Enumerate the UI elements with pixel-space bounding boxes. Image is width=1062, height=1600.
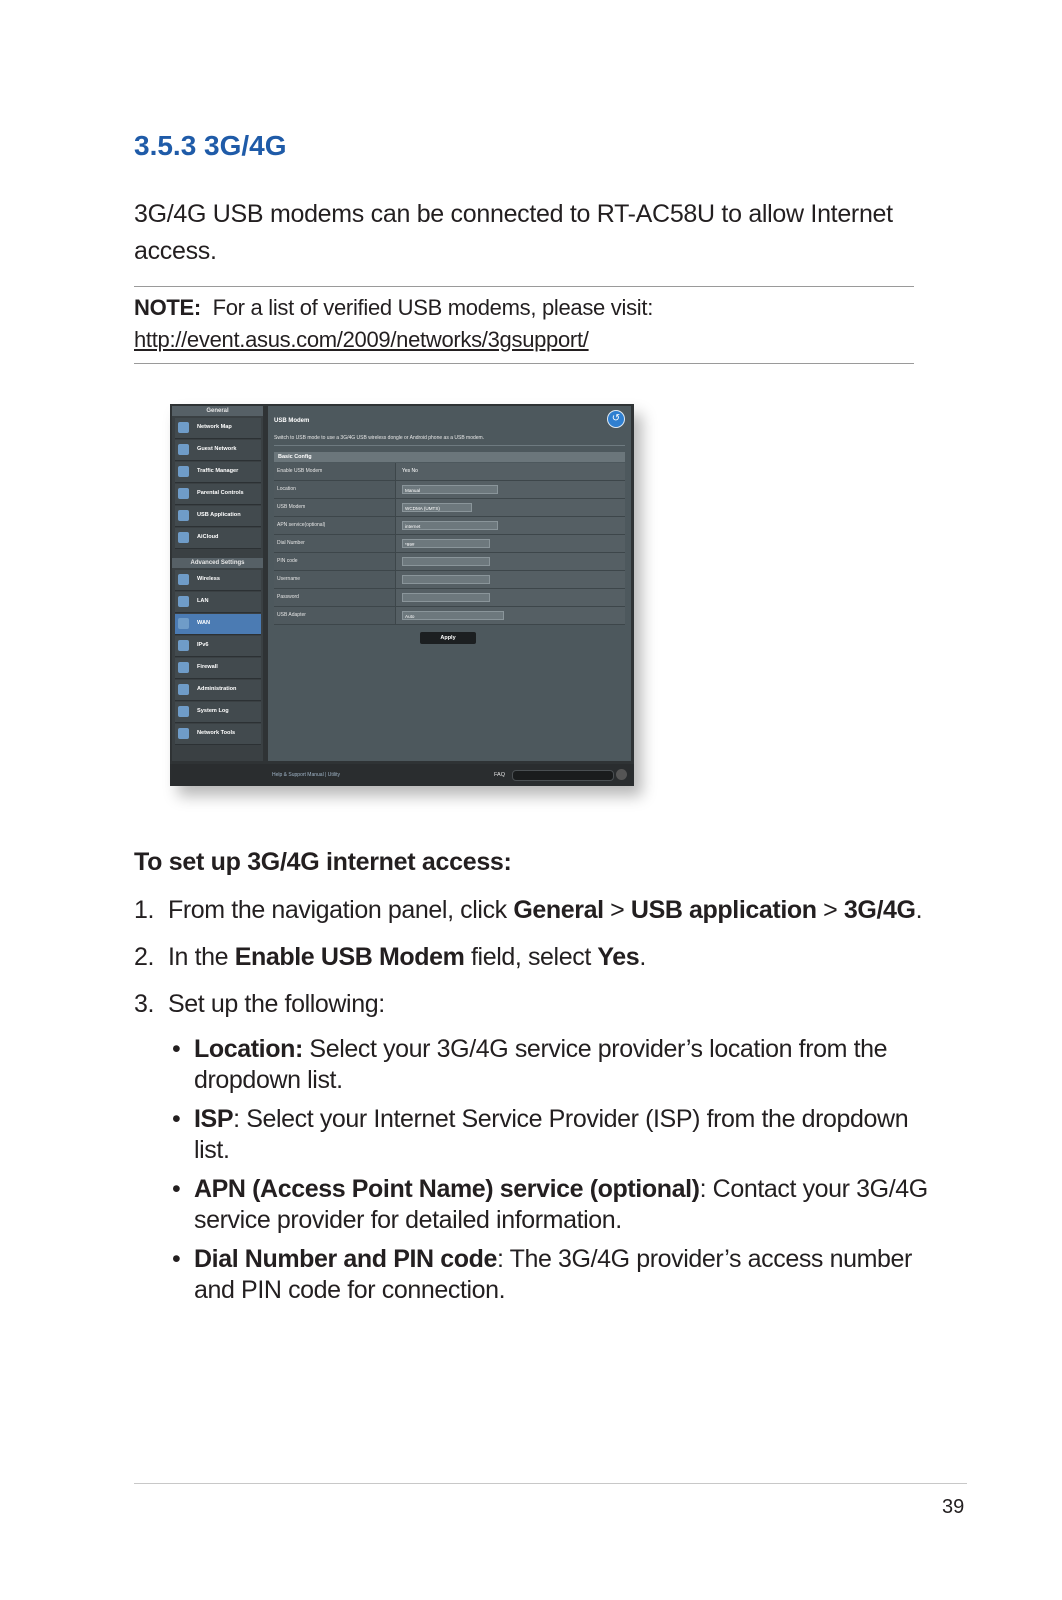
cloud-icon	[178, 532, 189, 543]
usb-modem-select[interactable]: WCDMA (UMTS)	[402, 503, 472, 512]
procedure-heading: To set up 3G/4G internet access:	[134, 848, 512, 876]
usb-adapter-select[interactable]: Auto	[402, 611, 504, 620]
step-3: 3. Set up the following:	[134, 990, 385, 1018]
sidebar-item-network-tools[interactable]: Network Tools	[175, 724, 261, 745]
home-icon	[178, 596, 189, 607]
back-arrow-icon[interactable]: ↺	[607, 410, 625, 428]
note-link[interactable]: http://event.asus.com/2009/networks/3gsupport/	[134, 327, 589, 352]
panel-divider	[274, 445, 625, 446]
row-enable-usb-modem: Enable USB Modem Yes No	[274, 463, 625, 481]
bullet-isp: • ISP: Select your Internet Service Provider (ISP) from the dropdown list.	[172, 1105, 909, 1164]
usb-modem-panel	[268, 406, 631, 761]
sidebar-item-network-map[interactable]: Network Map	[175, 418, 261, 439]
note-label: NOTE:	[134, 295, 201, 320]
step-2: 2. In the Enable USB Modem field, select Yes.	[134, 943, 646, 971]
section-heading: 3.5.3 3G/4G	[134, 130, 287, 161]
nav-sidebar	[172, 406, 263, 761]
sidebar-item-wan[interactable]: WAN	[175, 614, 261, 635]
row-dial-number: Dial Number *99#	[274, 535, 625, 553]
bullet-location: • Location: Select your 3G/4G service provider’s location from the dropdown list.	[172, 1035, 888, 1094]
page-number: 39	[942, 1496, 965, 1518]
users-icon	[178, 444, 189, 455]
row-password: Password	[274, 589, 625, 607]
row-usb-modem: USB Modem WCDMA (UMTS)	[274, 499, 625, 517]
help-support-links[interactable]: Help & Support Manual | Utility	[272, 772, 340, 778]
sidebar-advanced-header: Advanced Settings	[172, 558, 263, 568]
puzzle-icon	[178, 510, 189, 521]
row-username: Username	[274, 571, 625, 589]
username-input[interactable]	[402, 575, 490, 584]
step-1: 1. From the navigation panel, click General > USB application > 3G/4G.	[134, 896, 923, 924]
lock-icon	[178, 488, 189, 499]
sidebar-item-parental-controls[interactable]: Parental Controls	[175, 484, 261, 505]
network-icon	[178, 640, 189, 651]
chart-icon	[178, 466, 189, 477]
sidebar-item-traffic-manager[interactable]: Traffic Manager	[175, 462, 261, 483]
row-apn-service: APN service(optional) internet	[274, 517, 625, 535]
sidebar-item-wireless[interactable]: Wireless	[175, 570, 261, 591]
sidebar-item-system-log[interactable]: System Log	[175, 702, 261, 723]
intro-paragraph: 3G/4G USB modems can be connected to RT-AC58U to allow Internet access.	[134, 200, 893, 265]
wifi-icon	[178, 574, 189, 585]
sidebar-item-administration[interactable]: Administration	[175, 680, 261, 701]
search-icon[interactable]	[616, 769, 627, 780]
panel-description: Switch to USB mode to use a 3G/4G USB wireless dongle or Android phone as a USB modem.	[274, 435, 485, 441]
note-box	[134, 292, 653, 356]
log-icon	[178, 706, 189, 717]
globe-icon	[178, 422, 189, 433]
apply-button[interactable]: Apply	[420, 632, 476, 644]
sidebar-item-lan[interactable]: LAN	[175, 592, 261, 613]
password-input[interactable]	[402, 593, 490, 602]
row-usb-adapter: USB Adapter Auto	[274, 607, 625, 625]
sidebar-general-header: General	[172, 406, 263, 416]
dial-number-input[interactable]: *99#	[402, 539, 490, 548]
settings-bullets	[134, 1034, 934, 1306]
note-bottom-divider	[134, 363, 914, 364]
panel-title: USB Modem	[274, 418, 310, 424]
user-icon	[178, 684, 189, 695]
sidebar-item-guest-network[interactable]: Guest Network	[175, 440, 261, 461]
note-text: For a list of verified USB modems, please visit:	[212, 295, 654, 320]
faq-search-input[interactable]	[512, 770, 614, 781]
sidebar-item-ipv6[interactable]: IPv6	[175, 636, 261, 657]
steps-list	[134, 895, 934, 1314]
enable-usb-modem-radio[interactable]: Yes No	[402, 468, 418, 474]
bullet-apn: • APN (Access Point Name) service (optional): Contact your 3G/4G service provider for detailed information.	[172, 1175, 928, 1234]
sidebar-item-firewall[interactable]: Firewall	[175, 658, 261, 679]
faq-label: FAQ	[494, 772, 506, 778]
row-pin-code: PIN code	[274, 553, 625, 571]
bottom-bar	[170, 764, 634, 786]
footer-divider	[134, 1483, 967, 1484]
router-screenshot	[170, 404, 634, 786]
shield-icon	[178, 662, 189, 673]
bullet-dial-pin: • Dial Number and PIN code: The 3G/4G provider’s access number and PIN code for connection.	[172, 1245, 912, 1304]
note-top-divider	[134, 286, 914, 287]
apn-service-select[interactable]: internet	[402, 521, 498, 530]
globe-icon	[178, 618, 189, 629]
location-select[interactable]: Manual	[402, 485, 498, 494]
sidebar-item-aicloud[interactable]: AiCloud	[175, 528, 261, 549]
sidebar-item-usb-application[interactable]: USB Application	[175, 506, 261, 527]
tools-icon	[178, 728, 189, 739]
pin-code-input[interactable]	[402, 557, 490, 566]
row-location: Location Manual	[274, 481, 625, 499]
basic-config-header: Basic Config	[274, 452, 625, 462]
